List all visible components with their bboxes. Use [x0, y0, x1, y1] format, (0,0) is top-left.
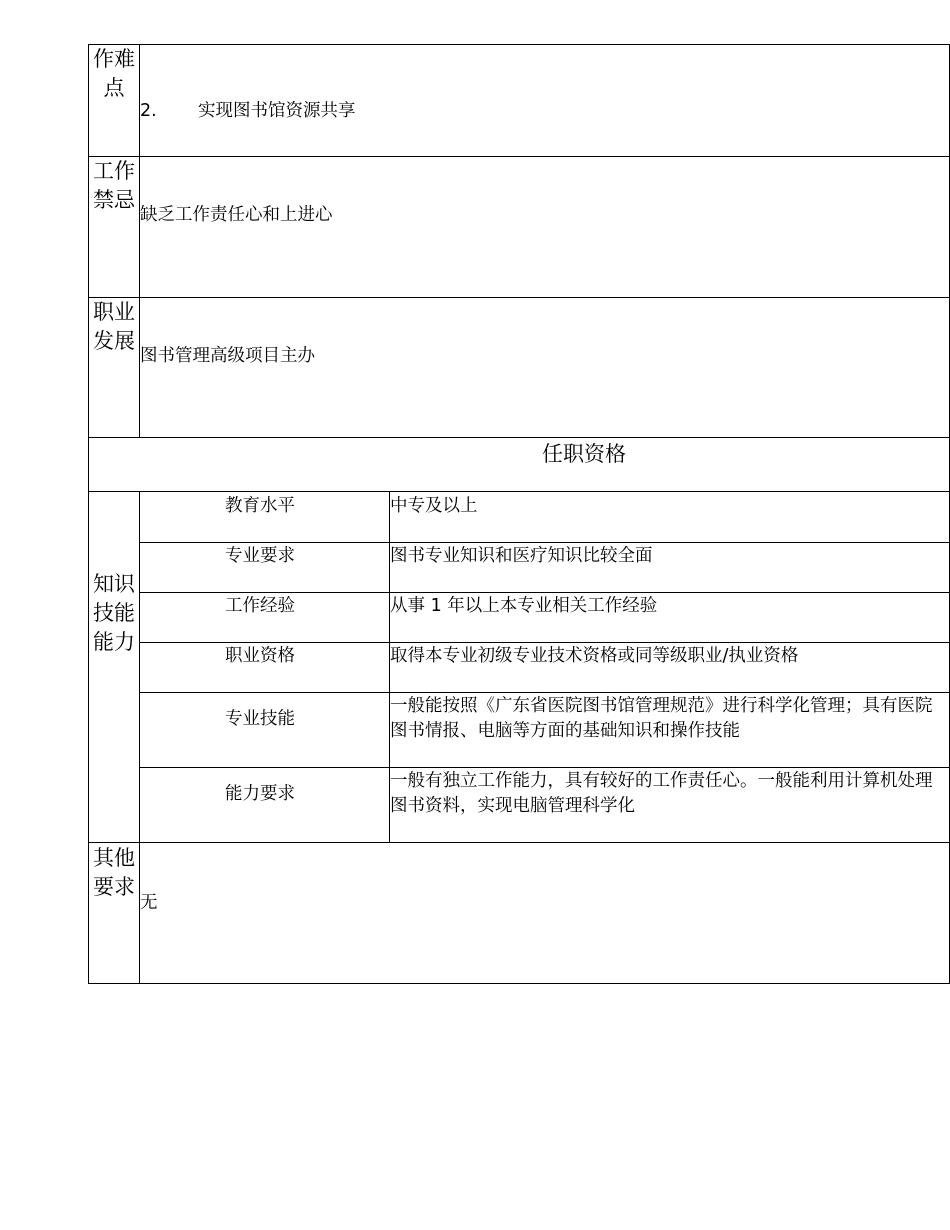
qualification-value-ability: 一般有独立工作能力，具有较好的工作责任心。一般能利用计算机处理图书资料，实现电脑管理科学化 [390, 771, 933, 816]
other-row-label: 其他要求 [93, 846, 135, 899]
qualification-value-experience: 从事 1 年以上本专业相关工作经验 [390, 596, 658, 616]
qualification-value-major: 图书专业知识和医疗知识比较全面 [390, 546, 653, 566]
qualification-label-certificate: 职业资格 [225, 646, 295, 666]
qualifications-section-title: 任职资格 [542, 442, 626, 466]
career-row-label: 职业发展 [93, 300, 135, 353]
qualification-row-divider [139, 592, 950, 593]
taboo-content: 缺乏工作责任心和上进心 [140, 205, 333, 225]
difficulty-item-number: 2. [140, 101, 157, 121]
row-divider [88, 44, 950, 45]
qualification-label-major: 专业要求 [225, 546, 295, 566]
difficulty-row-label: 作难点 [93, 47, 135, 100]
row-divider [88, 297, 950, 298]
qualification-row-divider [139, 542, 950, 543]
row-divider [88, 842, 950, 843]
qualification-row-divider [139, 642, 950, 643]
career-content: 图书管理高级项目主办 [140, 346, 315, 366]
table-border-bottom [88, 983, 950, 984]
difficulty-item-text: 实现图书馆资源共享 [198, 101, 356, 121]
qualification-label-skills: 专业技能 [225, 709, 295, 729]
qualification-row-divider [139, 767, 950, 768]
qualification-value-skills: 一般能按照《广东省医院图书馆管理规范》进行科学化管理；具有医院图书情报、电脑等方面的基础知识和操作技能 [390, 696, 933, 741]
row-divider [88, 156, 950, 157]
qualification-value-education: 中专及以上 [390, 496, 478, 516]
qualification-value-certificate: 取得本专业初级专业技术资格或同等级职业/执业资格 [390, 646, 799, 666]
qualification-row-divider [139, 692, 950, 693]
row-divider [88, 491, 950, 492]
knowledge-skill-group-label: 知识技能能力 [93, 572, 135, 654]
qualification-label-ability: 能力要求 [225, 784, 295, 804]
taboo-row-label: 工作禁忌 [93, 159, 135, 212]
row-divider [88, 437, 950, 438]
other-content: 无 [140, 893, 158, 913]
qualification-label-education: 教育水平 [225, 496, 295, 516]
qualification-label-experience: 工作经验 [225, 596, 295, 616]
